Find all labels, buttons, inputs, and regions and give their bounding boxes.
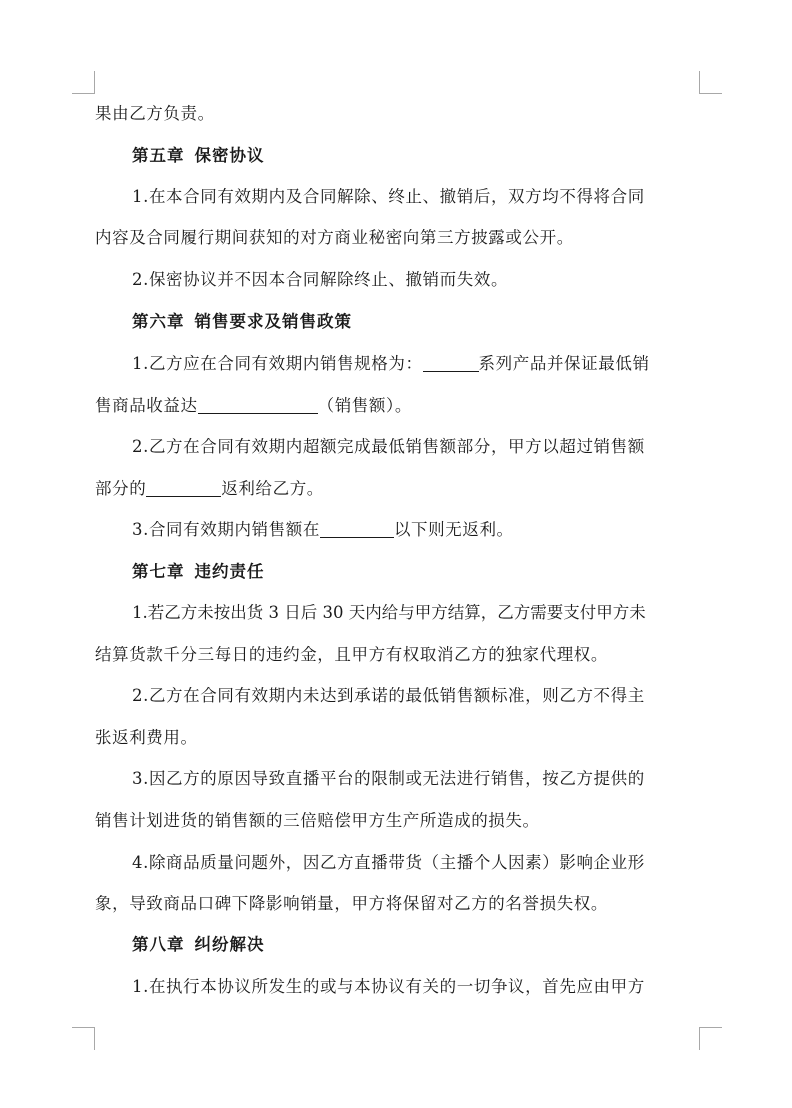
paragraph-line: 张返利费用。 (95, 728, 198, 747)
paragraph-line: 销售计划进货的销售额的三倍赔偿甲方生产所造成的损失。 (95, 811, 540, 830)
paragraph-line: 果由乙方负责。 (95, 104, 215, 123)
fill-in-blank[interactable] (146, 478, 221, 497)
text-span: （销售额）。 (317, 396, 412, 415)
paragraph-line: 1.在本合同有效期内及合同解除、终止、撤销后，双方均不得将合同 (132, 187, 645, 206)
text-span: 以下则无返利。 (393, 520, 514, 539)
paragraph-line: 1.在执行本协议所发生的或与本协议有关的一切争议，首先应由甲方 (132, 977, 645, 996)
chapter-heading-5 (132, 136, 265, 176)
paragraph-line (132, 510, 514, 550)
text-span: 系列产品并保证最低销 (478, 354, 650, 373)
chapter-number: 第七章 (132, 562, 185, 581)
paragraph-line (95, 469, 324, 509)
paragraph-line: 4.除商品质量问题外，因乙方直播带货（主播个人因素）影响企业形 (132, 853, 645, 872)
chapter-title: 纠纷解决 (194, 935, 265, 954)
fill-in-blank[interactable] (320, 519, 394, 538)
paragraph-line: 2.保密协议并不因本合同解除终止、撤销而失效。 (132, 270, 509, 289)
chapter-heading-8 (132, 925, 265, 965)
paragraph-line: 象，导致商品口碑下降影响销量，甲方将保留对乙方的名誉损失权。 (95, 894, 608, 913)
paragraph-line: 2.乙方在合同有效期内未达到承诺的最低销售额标准，则乙方不得主 (132, 686, 645, 705)
page-corner-mark-bottom-right (699, 1027, 722, 1050)
fill-in-blank[interactable] (198, 395, 318, 414)
text-span: 3.合同有效期内销售额在 (132, 520, 320, 539)
chapter-number: 第六章 (132, 312, 185, 331)
chapter-heading-7 (132, 552, 265, 592)
chapter-title: 销售要求及销售政策 (194, 312, 352, 331)
paragraph-line (132, 344, 650, 384)
paragraph-line: 内容及合同履行期间获知的对方商业秘密向第三方披露或公开。 (95, 228, 574, 247)
page-corner-mark-top-right (699, 71, 722, 94)
chapter-number: 第八章 (132, 935, 185, 954)
paragraph-line: 2.乙方在合同有效期内超额完成最低销售额部分，甲方以超过销售额 (132, 437, 645, 456)
paragraph-line (95, 386, 412, 426)
paragraph-line: 3.因乙方的原因导致直播平台的限制或无法进行销售，按乙方提供的 (132, 769, 645, 788)
text-span: 售商品收益达 (95, 396, 198, 415)
chapter-title: 保密协议 (194, 146, 265, 165)
chapter-title: 违约责任 (194, 562, 265, 581)
page-corner-mark-top-left (72, 71, 95, 94)
text-span: 部分的 (95, 479, 147, 498)
paragraph-line: 结算货款千分三每日的违约金，且甲方有权取消乙方的独家代理权。 (95, 645, 608, 664)
chapter-heading-6 (132, 302, 352, 342)
chapter-number: 第五章 (132, 146, 185, 165)
fill-in-blank[interactable] (423, 353, 479, 372)
page-corner-mark-bottom-left (72, 1027, 95, 1050)
text-span: 返利给乙方。 (221, 479, 324, 498)
paragraph-line: 1.若乙方未按出货 3 日后 30 天内给与甲方结算，乙方需要支付甲方未 (132, 603, 646, 622)
text-span: 1.乙方应在合同有效期内销售规格为： (132, 354, 423, 373)
